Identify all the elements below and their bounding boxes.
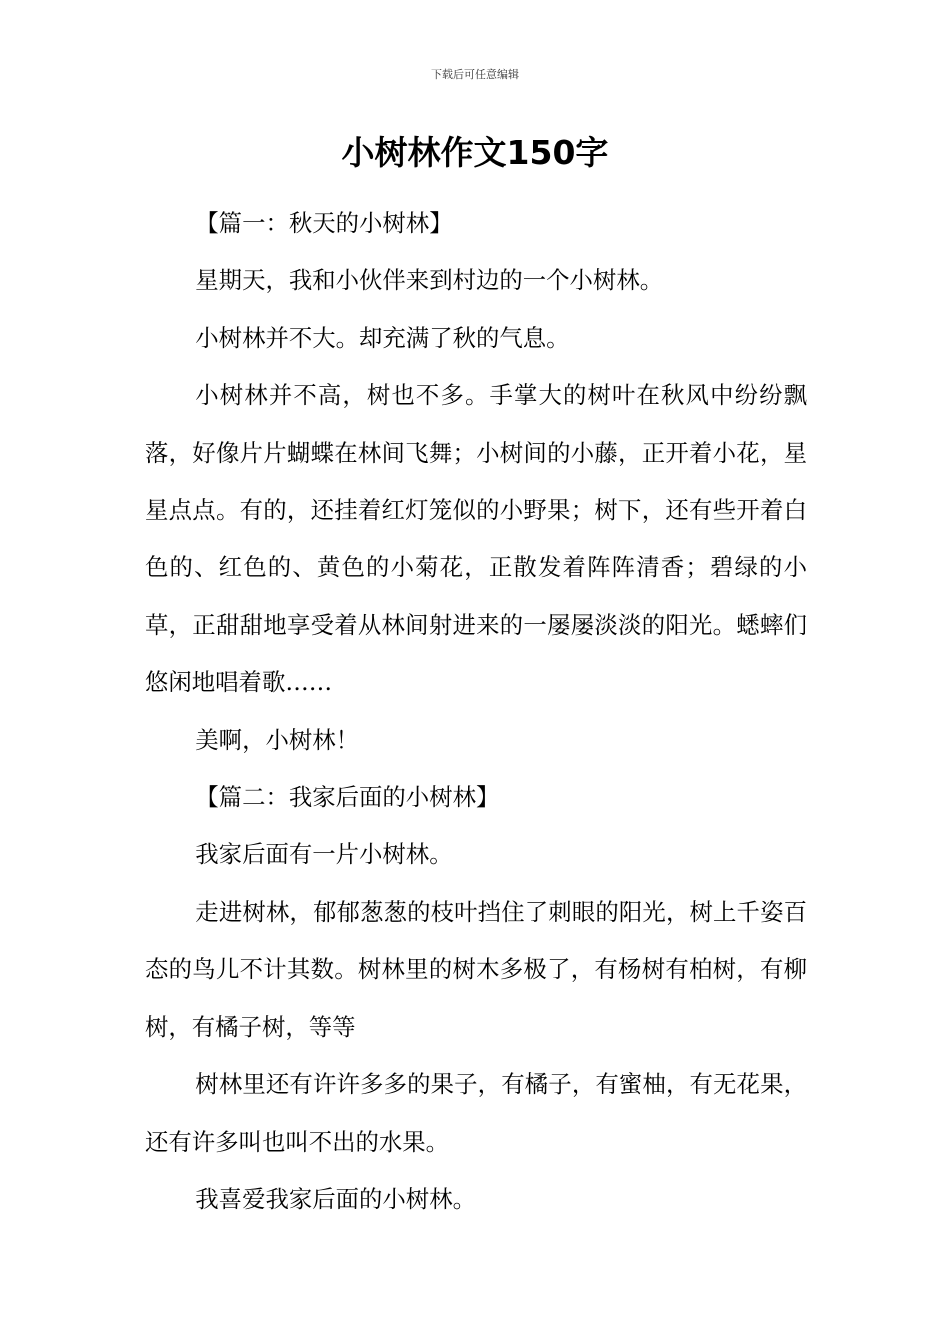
paragraph: 我喜爱我家后面的小树林。	[195, 1184, 476, 1213]
header-note: 下载后可任意编辑	[431, 68, 519, 81]
paragraph: 我家后面有一片小树林。	[195, 840, 453, 869]
paragraph: 美啊，小树林！	[195, 725, 360, 754]
paragraph: 小树林并不高，树也不多。手掌大的树叶在秋风中纷纷飘落，好像片片蝴蝶在林间飞舞；小树间的小藤，正开着小花，星星点点。有的，还挂着红灯笼似的小野果；树下，还有些开着白色的、红色的、黄色的小菊花，正散发着阵阵清香；碧绿的小草，正甜甜地享受着从林间射进来的一屡屡淡淡的阳光。蟋蟀们悠闲地唱着歌……	[145, 381, 807, 697]
document-body	[145, 195, 807, 1228]
document-title: 小树林作文150字	[341, 133, 609, 172]
section-heading-1: 【篇一：秋天的小树林】	[195, 209, 453, 237]
paragraph: 星期天，我和小伙伴来到村边的一个小树林。	[195, 266, 664, 295]
paragraph: 走进树林，郁郁葱葱的枝叶挡住了刺眼的阳光，树上千姿百态的鸟儿不计其数。树林里的树木多极了，有杨树有柏树，有柳树，有橘子树，等等	[145, 897, 807, 1041]
section-heading-2: 【篇二：我家后面的小树林】	[195, 783, 500, 812]
paragraph: 树林里还有许许多多的果子，有橘子，有蜜柚，有无花果，还有许多叫也叫不出的水果。	[145, 1070, 807, 1156]
paragraph: 小树林并不大。却充满了秋的气息。	[195, 323, 570, 352]
